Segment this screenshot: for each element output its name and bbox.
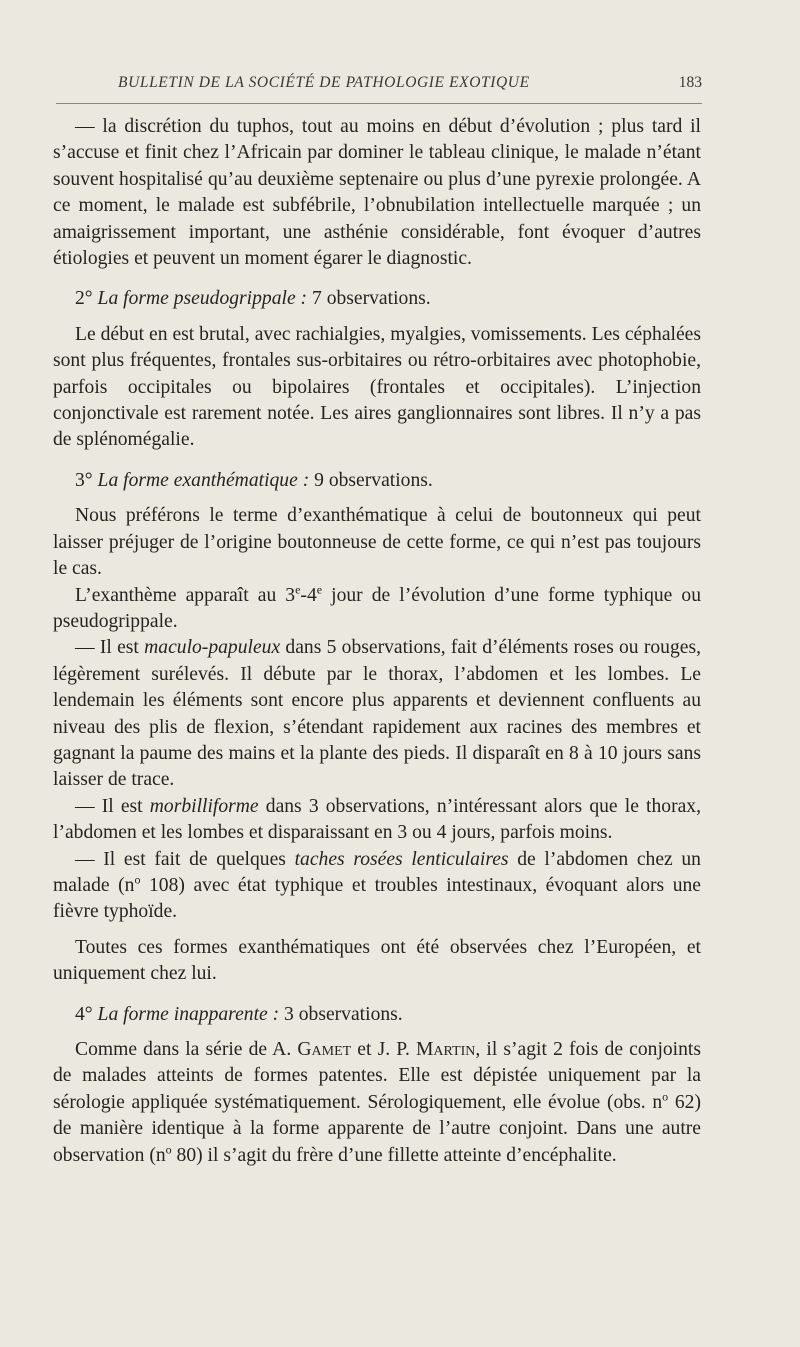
- page-number: 183: [678, 74, 702, 91]
- header-rule: [56, 103, 702, 104]
- article-body: [53, 114, 701, 1169]
- paragraph-tuphos: — la discrétion du tuphos, tout au moins en début d’évolution ; plus tard il s’accuse et finit chez l’Africain par dominer le tableau clinique, le malade n’étant souvent hospitalisé qu’au deuxième septenaire ou plus d’une pyrexie prolongée. A ce moment, le malade est subfébrile, l’obnubilation intellectuelle marquée ; un amaigrissement important, une asthénie considérable, font évoquer d’autres étiologies et peuvent un moment égarer le diagnostic.: [53, 116, 701, 270]
- paragraph-morbilliforme: — Il est morbilliforme dans 3 observations, n’intéressant alors que le thorax, l’abdomen et les lombes et disparaissant en 3 ou 4 jours, parfois moins.: [53, 795, 701, 844]
- heading-forme-inapparente: 4° La forme inapparente : 3 observations.: [75, 1003, 403, 1025]
- paragraph-exantheme-apparition: L’exanthème apparaît au 3e-4e jour de l’évolution d’une forme typhique ou pseudogrippale.: [53, 581, 702, 632]
- paragraph-taches-rosees: — Il est fait de quelques taches rosées lenticulaires de l’abdomen chez un malade ($n^o$ 108) avec état typhique et troubles intestinaux, évoquant alors une fièvre typhoïde.: [53, 848, 701, 923]
- paragraph-formes-europeen: Toutes ces formes exanthématiques ont été observées chez l’Européen, et uniquement chez lui.: [53, 936, 701, 985]
- heading-forme-pseudogrippale: 2° La forme pseudogrippale : 7 observations.: [75, 288, 431, 310]
- paragraph-pseudogrippale: Le début en est brutal, avec rachialgies, myalgies, vomissements. Les céphalées sont plus fréquentes, frontales sus-orbitaires ou rétro-orbitaires avec photophobie, parfois occipitales ou bipolaires (frontales et occipitales). L’injection conjonctivale est rarement notée. Les aires ganglionnaires sont libres. Il n’y a pas de splénomégalie.: [53, 323, 701, 451]
- heading-forme-exanthematique: 3° La forme exanthématique : 9 observations.: [75, 469, 433, 491]
- running-header: [56, 74, 702, 102]
- paragraph-terme-exanthematique: Nous préférons le terme d’exanthématique à celui de boutonneux qui peut laisser préjuger de l’origine boutonneuse de cette forme, ce qui n’est pas toujours le cas.: [53, 505, 701, 580]
- paragraph-inapparente: Comme dans la série de A. Gamet et J. P. Martin, il s’agit 2 fois de conjoints de malades atteints de formes patentes. Elle est dépistée uniquement par la sérologie appliquée systématiquement. Sérologiquement, elle évolue (obs. $n^o$ 62) de manière identique à la forme apparente de l’autre conjoint. Dans une autre observation ($n^o$ 80) il s’agit du frère d’une fillette atteinte d’encéphalite.: [53, 1039, 701, 1166]
- paragraph-maculo-papuleux: — Il est maculo-papuleux dans 5 observations, fait d’éléments roses ou rouges, légèrement surélevés. Il débute par le thorax, l’abdomen et les lombes. Le lendemain les éléments sont encore plus apparents et deviennent confluents au niveau des plis de flexion, s’étendant rapidement aux racines des membres et gagnant la paume des mains et la plante des pieds. Il disparaît en 8 à 10 jours sans laisser de trace.: [53, 637, 701, 791]
- running-title: BULLETIN DE LA SOCIÉTÉ DE PATHOLOGIE EXOTIQUE: [118, 74, 530, 91]
